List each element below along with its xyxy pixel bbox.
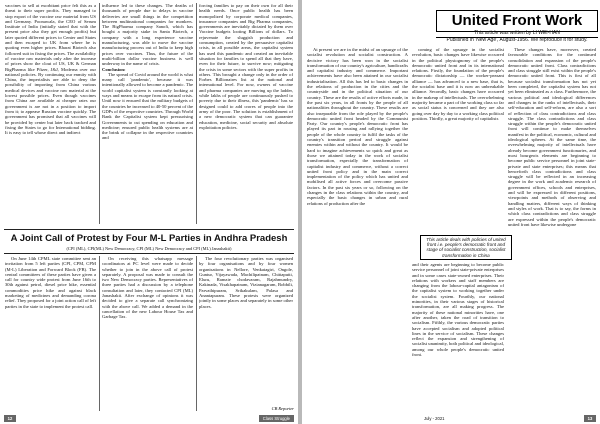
article-byline: (CPI (ML), CPI(ML) New Democracy, CPI (ML) New Democracy and CPI (ML) Janashakti): [66, 246, 232, 251]
issue-date: July - 2021: [420, 415, 448, 422]
left-col2-bottom: [102, 256, 193, 411]
article-notice: [436, 31, 598, 42]
left-col1-top: [5, 3, 96, 224]
article-title: A Joint Call of Protest by Four M-L Parties in Andhra Pradesh: [10, 233, 288, 244]
left-page: [0, 0, 298, 424]
left-col3-top: [199, 3, 293, 224]
pull-quote: This article deals with policies of united front i.e. people's democratic front and stage of socialist construction, socialist transformation in China: [420, 235, 512, 260]
right-col2: [412, 47, 504, 234]
paragraph: and their agents are beginning to become public service personnel of joint state-private enterprises and in some cases state-owned enterprises. Their relations with workers and staff members are changing from the labour-capital antagonism of the capitalist system to working together under the socialist system. Fourthly, our national minorities, in their various stages of historical transformation, are all making progress. The majority of these national minorities have, one after another, taken the road of transition to socialism. Fifthly, the various democratic parties have accepted socialism and adopted political lines in the service of socialism. These changes reflect the expansion and strengthening of socialist unanimity, both political and ideological, among our whole people's democratic united front.: [412, 262, 504, 358]
page-number: 13: [584, 415, 596, 422]
paragraph: forcing families to pay on their own for all their health needs. Once public health has been monopolized by corporate medical companies, insurance companies and Big Pharma companies, governments are inevitably dictated by them over Vaccine budgets looting Billions of dollars. To rejuvenate the sluggish production and consumption, created by the persuasive capitalist crisis, in all possible areas, the capitalist system has used this pandemic and created an inevitable situation for families to spend all that they have, even for their future, to survive now; mitigating the crisis in some sectors with the super profits in others. This brought a change only in the order of Forbes Billionaires list at the national and international level. For now, owners of vaccine and pharma companies are moving up the ladder, while lakhs of people are continuously pushed to poverty due to their illness, this 'pandemic' has so designed could to add crores of people into the army of the poor. The solution is establishment of a new democratic system that can guarantee education, medicine, social security and absolute exploitation policies.: [199, 3, 293, 130]
paragraph: coming of the upsurge in the socialist revolution, basic changes have likewise occurred in the political physiognomy of the people's democratic united front and in its international relations. Firstly, the foundation of the people's democratic dictatorship — the worker-peasant alliance — has advanced to a new base, that is, the socialist base and it is now an unbreakable alliance. Secondly, basic changes have occurred in the makeup of intellectuals. The overwhelming majority became a part of the working class so far as social status is concerned and they are also going over day by day to a working class political position. Thirdly, a great majority of capitalists: [412, 47, 504, 121]
right-col1: [307, 47, 408, 413]
notice-line: This article was written by LI WEI-HAN: [474, 30, 560, 36]
paragraph: The four revolutionary parties was organised by four organisations and by four women organisations in Nellore, Venkatagiri, Ongole, Guntur, Vijayawada, Machilipatnam, Chittaputti, Eluru, Ramzie chodavaram, Rajahmundry, Kakinada, Visakhapatnam, Vizianagaram, Bobbili, Parvathipuram, Srikakulam, Palasa and Anantapuram. These protests were organized jointly in some places and separately in some other places.: [199, 256, 293, 309]
magazine-title: Class Struggle: [259, 415, 294, 422]
paragraph: These changes have, moreover, created favourable conditions for the continued consolidation and expansion of the people's democratic united front. Class contradictions and class struggle still exist within the people's democratic united front. This is first of all because socialist transformation has not yet been completed, the capitalist system has not yet been eliminated as a class. Furthermore, the various political and ideological differences and changes in the ranks of intellectuals, their self-education and self-reform, are also a sort of reflection of class contradictions and class struggle. The class contradictions and class struggle within the people's democratic united front will continue to make themselves manifest in the political, economic, cultural and ideological spheres. At the same time, the overwhelming majority of intellectuals have already become government functionaries, and most bourgeois elements are beginning to become public service personnel in joint state-private and state enterprises; this means that henceforth class contradictions and class struggle will be reflected in an increasing degree in the work and academic research of government offices, schools and enterprises, and will be expressed in different positions, viewpoints and methods of observing and handling matters, different ways of thinking and styles of work. That is to say, the forms in which class contradictions and class struggle are expressed within the people's democratic united front have likewise undergone: [508, 47, 596, 227]
masthead: [436, 10, 598, 32]
paragraph: influence led to these changes. The deaths of thousands of people due to delays in vaccine deliveries are small things in the competition between multinational companies for monkers. The BigPharma company Sanofi, which has bought a majority stake in Santa Biotech, a company with a long experience vaccine manufacturing, was able to move the vaccine manufacturing process out of India to keep high prices over vaccines. Thus, the future of the multi-billion dollar vaccine business is well underway in the name of crisis.: [102, 3, 193, 67]
right-col3: [508, 47, 596, 413]
conclusion-heading: Conclusion:: [102, 66, 126, 72]
paragraph: vaccines to sell at exorbitant price felt this as a threat to their super profits. They managed to stop export of the vaccine raw material from US and Germany. Poonawala, the CEO of Serum Institute of India (initially stated that with the present price also they get enough profits) but later quoted different prices to Center and States and then escaped to UK from where he is quoting even higher prices. Bharat Biotech also followed suit in fixing the prices. The availability of vaccine raw materials only after the increase of prices show the clout of US, UK & German BigPharma like Pfizer, J&J, Moderna over our national policies. By continuing our enmity with China, the imperialists are able to deny the possibility of importing from China various medical devices and vaccine raw material at the lowest possible prices. Even though vaccines from China are available at cheaper rates our government is are not in a position to import from it; to appease Russian vaccine quickly. The government has promised that all vaccines will be provided by center but later back tracked and fixing the States to go for International bidding. It is easy to tell whose direct and indirect: [5, 3, 96, 136]
paragraph: On receiving this whatsapp message coordinators at PC level were made to decide whether to join in the above call of protest separately. A proposal was made to consult the two New Democracy parties. Representatives of three parties had a discussion by a telephone consultation and later, they contacted CPI (ML) Janashakti. After exchange of opinions it was decided to give a separate call synchronizing with the above call. We added a demand in the cancellation of the new Labour House Tax and Garbage Tax.: [102, 256, 193, 320]
left-footer: [0, 415, 298, 422]
masthead-title: United Front Work: [451, 12, 583, 29]
left-col3-bottom: [199, 256, 293, 406]
left-col2-top: [102, 3, 193, 224]
notice-line: Published in 'New Age', August-1956. We reproduce it for study.: [436, 37, 598, 44]
reporter-credit: CB Reporter: [271, 406, 294, 411]
left-col1-bottom: [5, 256, 96, 411]
right-footer: [302, 415, 600, 422]
right-page: [302, 0, 600, 424]
page-number: 12: [4, 415, 16, 422]
paragraph: At present we are in the midst of an upsurge of the socialist revolution and socialist construction. A decisive victory has been won in the socialist transformation of our country's agriculture, handicrafts and capitalist industry and commerce. Important achievements have also been attained in our socialist industrialisation. All this has led to basic changes in the relations of production in the cities and the countryside and in the political situation of our country. These are the results of active efforts made, in the past six years, in all fronts by the people of all nationalities throughout the country. These results are also inseparable from the role played by the people's democratic united front headed by the Communist Party. Our country's people's democratic front has played its part in rousing and rallying together the people of the whole country to fulfil the tasks of the country's transition period and struggle against enemies within and without the country. It would be hard to imagine achievements so quick and great as those we attained today in the work of socialist transformation, especially the transformation of capitalist industry and commerce, without a correct united front policy and in the main correct implementation of the policy which has united and mobilised all active forces and overcome passive factors. In the past six years or so, following on the changes in the class relations within the country, and especially the basic changes in urban and rural relations of production after the: [307, 47, 408, 206]
paragraph: On June 14th CPML state committee sent an invitation from 5 left parties (CPI, CPM, CPM (M-L) Liberation and Forward Block (FB). The central committees of these parties have given a call for country wide protest from June 16th to 30th against petrol, diesel price hike, essential commodities price hike and against black marketing of medicines and demanding corona relief. They proposed for a joint action call of left parties in the state to implement the protest call.: [5, 256, 96, 309]
paragraph: The spread of Covid around the world is what many call 'pandemic', because it was intentionally allowed to become a pandemic. The world capitalist system is constantly looking at ways and means to escape from its natural crisis. Until now it ensured that the military budgets of the countries be increased to 40-50 percent of the GDPs of the respective countries. Through World Bank the Capitalist system kept pressurising Governments to cut spending on education and medicine; ensured public health systems are at the brink of collapse in the respective countries and: [102, 71, 193, 141]
right-col2-bottom: [412, 262, 504, 412]
